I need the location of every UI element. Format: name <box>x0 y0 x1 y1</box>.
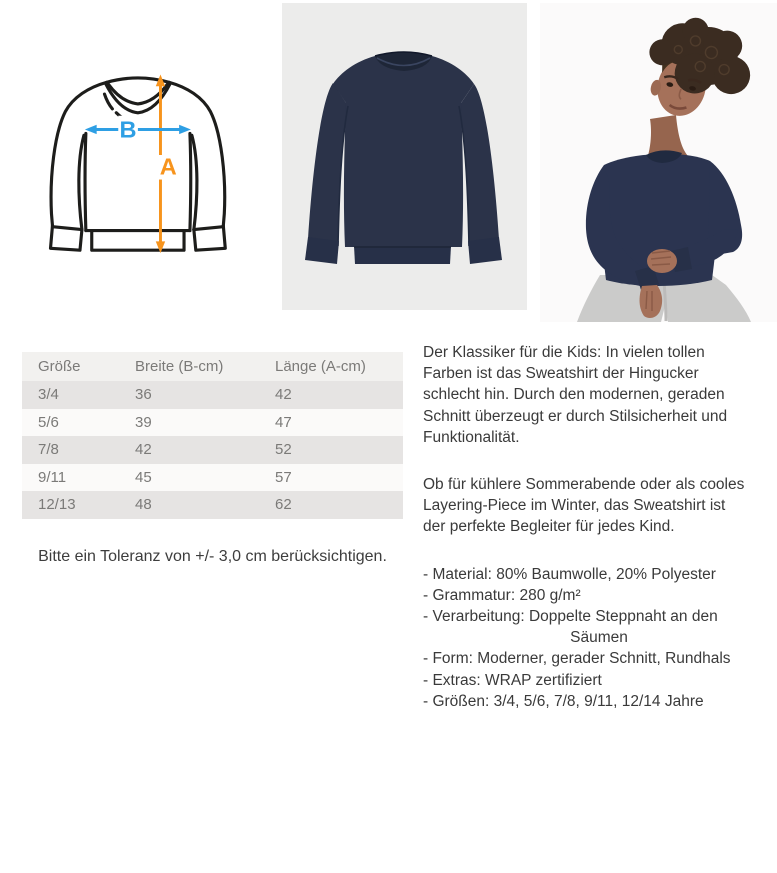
tolerance-note: Bitte ein Toleranz von +/- 3,0 cm berücksichtigen. <box>38 548 387 565</box>
description-line: Funktionalität. <box>423 428 520 446</box>
description-line: - Grammatur: 280 g/m² <box>423 586 581 604</box>
size-table-cell: 7/8 <box>38 441 59 459</box>
size-table-header-row <box>22 352 403 381</box>
size-table-row <box>22 491 403 519</box>
size-table-row <box>22 409 403 437</box>
description-line: Säumen <box>570 629 628 647</box>
description-line: - Verarbeitung: Doppelte Steppnaht an den <box>423 608 718 626</box>
product-photo-flat[interactable] <box>282 3 527 310</box>
description-line: der perfekte Begleiter für jedes Kind. <box>423 518 675 536</box>
sweatshirt-sketch-icon <box>24 50 240 260</box>
size-table-cell: 5/6 <box>38 413 59 431</box>
size-table-cell: 42 <box>135 441 152 459</box>
size-table-cell: 62 <box>275 496 292 514</box>
size-table-cell: 48 <box>135 496 152 514</box>
description-line: schlecht hin. Durch den modernen, geraden <box>423 386 725 404</box>
description-line: - Material: 80% Baumwolle, 20% Polyester <box>423 565 716 583</box>
description-paragraph <box>423 474 775 538</box>
size-table-row <box>22 464 403 492</box>
description-line: Der Klassiker für die Kids: In vielen tollen <box>423 344 705 361</box>
description-paragraph <box>423 342 775 448</box>
description-line: - Extras: WRAP zertifiziert <box>423 671 602 689</box>
size-table <box>22 352 403 519</box>
size-table-cell: 9/11 <box>38 468 67 486</box>
description-line: - Form: Moderner, gerader Schnitt, Rundhals <box>423 650 731 668</box>
description-paragraph <box>423 564 775 712</box>
column-header: Breite (B-cm) <box>135 358 224 375</box>
size-table-cell: 52 <box>275 441 292 459</box>
column-header: Größe <box>38 358 81 375</box>
product-photo-model[interactable] <box>540 3 777 322</box>
width-arrow-icon <box>85 116 191 143</box>
description-line: Farben ist das Sweatshirt der Hingucker <box>423 365 699 383</box>
model-photo-image <box>540 3 777 322</box>
size-table-cell: 36 <box>135 386 152 404</box>
length-arrow-icon <box>156 74 179 253</box>
description-line: Schnitt überzeugt er durch Stilsicherheit und <box>423 407 728 425</box>
width-label: B <box>119 116 137 143</box>
size-table-cell: 57 <box>275 468 292 486</box>
column-header: Länge (A-cm) <box>275 358 366 375</box>
size-table-row <box>22 436 403 464</box>
size-table-cell: 3/4 <box>38 386 59 404</box>
length-label: A <box>159 153 177 180</box>
size-table-row <box>22 381 403 409</box>
description-line: - Größen: 3/4, 5/6, 7/8, 9/11, 12/14 Jahre <box>423 692 704 710</box>
size-table-cell: 47 <box>275 413 292 431</box>
product-description <box>423 342 775 738</box>
size-table-cell: 42 <box>275 386 292 404</box>
size-table-cell: 12/13 <box>38 496 76 514</box>
size-table-cell: 45 <box>135 468 152 486</box>
measurement-sketch-image[interactable] <box>24 50 240 260</box>
description-line: Ob für kühlere Sommerabende oder als cooles <box>423 476 745 494</box>
description-line: Layering-Piece im Winter, das Sweatshirt ist <box>423 497 726 515</box>
flat-sweatshirt-image <box>282 3 527 310</box>
size-table-cell: 39 <box>135 413 152 431</box>
